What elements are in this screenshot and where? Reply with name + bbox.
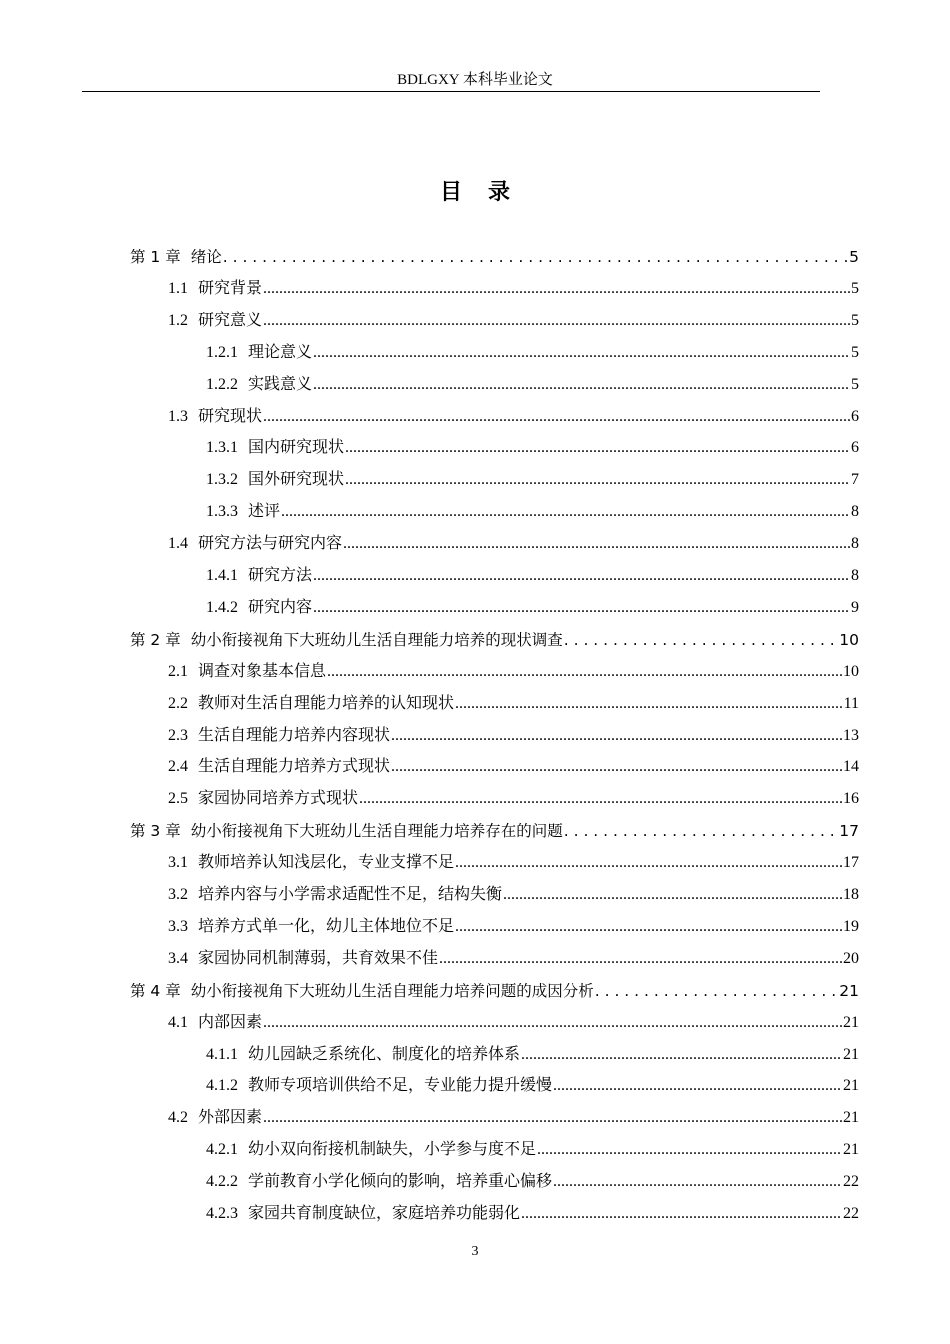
- toc-dot-leader: [521, 1042, 842, 1068]
- toc-entry-title: 调查对象基本信息: [198, 662, 327, 680]
- toc-entry-title: 述评: [248, 503, 281, 521]
- toc-entry[interactable]: [206, 467, 859, 493]
- toc-entry-number: 3.2: [168, 886, 188, 903]
- toc-entry-number: 1.3.2: [206, 471, 238, 489]
- toc-dot-leader: [553, 1073, 842, 1099]
- toc-dot-leader: [263, 1105, 842, 1131]
- toc-entry-title: 研究现状: [198, 407, 263, 425]
- toc-entry-page: 19: [843, 917, 859, 935]
- toc-dot-leader: [223, 244, 848, 270]
- toc-entry-title: 国内研究现状: [248, 439, 345, 457]
- toc-entry[interactable]: [168, 723, 859, 749]
- toc-entry-page: 9: [851, 598, 859, 616]
- toc-entry-number: 第 4 章: [130, 981, 181, 1000]
- toc-entry-number: 3.3: [168, 917, 188, 935]
- toc-entry-page: 22: [843, 1173, 859, 1191]
- toc-entry-title: 幼小双向衔接机制缺失，小学参与度不足: [248, 1141, 537, 1159]
- toc-entry-title: 家园协同机制薄弱，共育效果不佳: [198, 949, 439, 967]
- toc-entry-page: 17: [843, 854, 859, 872]
- toc-entry[interactable]: [130, 244, 859, 270]
- toc-entry-number: 2.5: [168, 790, 188, 808]
- toc-entry-page: 6: [851, 439, 859, 457]
- toc-dot-leader: [455, 850, 842, 876]
- toc-entry-page: 8: [851, 535, 859, 553]
- toc-entry-page: 18: [843, 886, 859, 903]
- toc-entry-title: 研究背景: [198, 279, 263, 297]
- toc-entry[interactable]: [168, 882, 859, 908]
- toc-entry-number: 1.2: [168, 311, 188, 329]
- toc-entry-page: 14: [843, 758, 859, 776]
- toc-entry-title: 幼小衔接视角下大班幼儿生活自理能力培养问题的成因分析: [190, 981, 594, 1000]
- toc-entry-number: 4.2.3: [206, 1205, 238, 1222]
- toc-dot-leader: [313, 563, 850, 589]
- toc-entry-title: 研究方法: [248, 567, 313, 584]
- toc-entry-title: 内部因素: [198, 1013, 263, 1031]
- toc-dot-leader: [263, 404, 850, 430]
- toc-entry-number: 第 2 章: [130, 630, 181, 649]
- toc-entry[interactable]: [206, 499, 859, 525]
- toc-entry-number: 1.1: [168, 279, 188, 297]
- toc-entry[interactable]: [206, 1042, 859, 1068]
- toc-entry-title: 生活自理能力培养方式现状: [198, 758, 391, 776]
- toc-entry-number: 1.4.1: [206, 567, 238, 584]
- toc-entry-page: 11: [843, 694, 859, 712]
- toc-entry[interactable]: [206, 1137, 859, 1163]
- toc-dot-leader: [327, 659, 842, 685]
- toc-entry-title: 研究内容: [248, 598, 313, 616]
- toc-entry-number: 2.3: [168, 726, 188, 744]
- toc-entry[interactable]: [168, 754, 859, 780]
- toc-entry[interactable]: [168, 276, 859, 302]
- toc-entry-page: 7: [851, 471, 859, 489]
- toc-entry-page: 17: [839, 822, 859, 841]
- toc-entry-page: 21: [843, 1013, 859, 1031]
- toc-entry-number: 1.3.1: [206, 439, 238, 457]
- toc-entry[interactable]: [130, 818, 859, 844]
- toc-entry[interactable]: [168, 914, 859, 940]
- toc-entry[interactable]: [168, 850, 859, 876]
- toc-entry-page: 16: [843, 790, 859, 808]
- toc-entry-page: 5: [851, 311, 859, 329]
- toc-entry-title: 培养方式单一化，幼儿主体地位不足: [198, 917, 455, 935]
- toc-entry-number: 1.4: [168, 535, 188, 553]
- toc-entry-number: 4.2.1: [206, 1141, 238, 1159]
- page-number: 3: [471, 1244, 479, 1259]
- toc-entry-page: 8: [851, 567, 859, 584]
- toc-entry[interactable]: [206, 1201, 859, 1227]
- toc-entry-number: 第 1 章: [130, 248, 181, 266]
- toc-dot-leader: [564, 818, 839, 844]
- toc-entry-title: 培养内容与小学需求适配性不足，结构失衡: [198, 886, 503, 903]
- toc-dot-leader: [313, 595, 850, 621]
- toc-entry-title: 家园共育制度缺位，家庭培养功能弱化: [248, 1205, 521, 1222]
- toc-entry-number: 2.1: [168, 662, 188, 680]
- toc-dot-leader: [521, 1201, 842, 1227]
- toc-entry-title: 国外研究现状: [248, 471, 345, 489]
- toc-entry-page: 21: [843, 1077, 859, 1095]
- toc-entry-page: 21: [843, 1109, 859, 1127]
- toc-dot-leader: [595, 978, 839, 1004]
- toc-title: 目录: [439, 180, 536, 205]
- toc-entry[interactable]: [168, 946, 859, 972]
- toc-entry-page: 20: [843, 949, 859, 967]
- toc-entry-title: 家园协同培养方式现状: [198, 790, 359, 808]
- toc-entry[interactable]: [206, 563, 859, 589]
- toc-entry[interactable]: [168, 308, 859, 334]
- toc-entry[interactable]: [168, 786, 859, 812]
- toc-entry-page: 5: [849, 248, 859, 266]
- toc-dot-leader: [391, 754, 842, 780]
- toc-entry-page: 5: [851, 375, 859, 393]
- toc-entry[interactable]: [168, 531, 859, 557]
- toc-entry-page: 8: [851, 503, 859, 521]
- toc-entry-number: 3.1: [168, 854, 188, 872]
- toc-entry[interactable]: [168, 1010, 859, 1036]
- toc-dot-leader: [343, 531, 850, 557]
- toc-entry-page: 13: [843, 726, 859, 744]
- toc-entry-number: 1.3: [168, 407, 188, 425]
- toc-dot-leader: [263, 1010, 842, 1036]
- toc-dot-leader: [281, 499, 850, 525]
- toc-dot-leader: [455, 691, 843, 717]
- toc-entry-title: 教师对生活自理能力培养的认知现状: [198, 694, 455, 712]
- toc-entry-page: 6: [851, 407, 859, 425]
- toc-entry[interactable]: [168, 691, 859, 717]
- toc-entry[interactable]: [168, 1105, 859, 1131]
- toc-entry-number: 1.3.3: [206, 503, 238, 521]
- toc-entry-number: 1.4.2: [206, 598, 238, 616]
- toc-entry-title: 生活自理能力培养内容现状: [198, 726, 391, 744]
- toc-entry[interactable]: [168, 659, 859, 685]
- toc-entry-title: 外部因素: [198, 1109, 263, 1127]
- toc-entry[interactable]: [206, 340, 859, 366]
- toc-entry[interactable]: [206, 1073, 859, 1099]
- toc-entry[interactable]: [206, 435, 859, 461]
- toc-entry-number: 4.2.2: [206, 1173, 238, 1191]
- toc-entry[interactable]: [168, 404, 859, 430]
- toc-dot-leader: [537, 1137, 842, 1163]
- toc-entry-title: 研究意义: [198, 311, 263, 329]
- toc-entry-page: 21: [839, 981, 859, 1000]
- toc-entry-title: 幼小衔接视角下大班幼儿生活自理能力培养存在的问题: [190, 822, 563, 841]
- toc-entry-number: 4.2: [168, 1109, 188, 1127]
- toc-entry-number: 第 3 章: [130, 822, 181, 841]
- header-rule: [82, 91, 820, 92]
- toc-entry-title: 学前教育小学化倾向的影响，培养重心偏移: [248, 1173, 553, 1191]
- toc-entry-number: 1.2.1: [206, 343, 238, 361]
- toc-dot-leader: [455, 914, 842, 940]
- toc-entry[interactable]: [206, 372, 859, 398]
- toc-entry-page: 10: [839, 630, 859, 649]
- toc-entry-number: 1.2.2: [206, 375, 238, 393]
- toc-entry-number: 2.2: [168, 694, 188, 712]
- toc-dot-leader: [313, 340, 850, 366]
- toc-entry-number: 4.1.2: [206, 1077, 238, 1095]
- toc-entry-page: 5: [851, 279, 859, 297]
- toc-entry-page: 21: [843, 1045, 859, 1063]
- toc-entry-page: 21: [843, 1141, 859, 1159]
- toc-entry-title: 幼小衔接视角下大班幼儿生活自理能力培养的现状调查: [190, 630, 563, 649]
- toc-entry-title: 教师专项培训供给不足，专业能力提升缓慢: [248, 1077, 553, 1095]
- toc-entry-title: 理论意义: [248, 343, 313, 361]
- toc-dot-leader: [345, 467, 850, 493]
- toc-dot-leader: [345, 435, 850, 461]
- toc-dot-leader: [503, 882, 842, 908]
- toc-entry-title: 教师培养认知浅层化，专业支撑不足: [198, 854, 455, 872]
- toc-entry-page: 22: [843, 1205, 859, 1222]
- toc-entry-title: 绪论: [190, 248, 222, 266]
- toc-entry-number: 4.1: [168, 1013, 188, 1031]
- toc-entry-number: 2.4: [168, 758, 188, 776]
- toc-entry-title: 实践意义: [248, 375, 313, 393]
- toc-entry[interactable]: [206, 595, 859, 621]
- toc-entry-title: 幼儿园缺乏系统化、制度化的培养体系: [248, 1045, 521, 1063]
- toc-dot-leader: [263, 308, 850, 334]
- toc-entry[interactable]: [130, 978, 859, 1004]
- toc-dot-leader: [359, 786, 842, 812]
- toc-dot-leader: [439, 946, 842, 972]
- toc-dot-leader: [564, 627, 839, 653]
- toc-dot-leader: [391, 723, 842, 749]
- toc-entry-number: 4.1.1: [206, 1045, 238, 1063]
- toc-dot-leader: [263, 276, 850, 302]
- page-header: BDLGXY 本科毕业论文: [397, 72, 553, 88]
- toc-entry-number: 3.4: [168, 949, 188, 967]
- toc-entry-page: 10: [843, 662, 859, 680]
- toc-dot-leader: [553, 1169, 842, 1195]
- toc-entry-page: 5: [851, 343, 859, 361]
- toc-entry-title: 研究方法与研究内容: [198, 535, 343, 553]
- toc-entry[interactable]: [130, 627, 859, 653]
- toc-dot-leader: [313, 372, 850, 398]
- toc-entry[interactable]: [206, 1169, 859, 1195]
